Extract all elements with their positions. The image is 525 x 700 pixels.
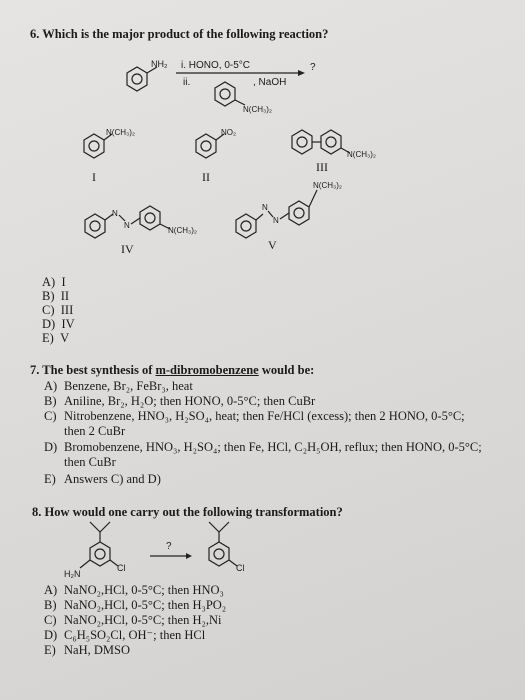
svg-text:N(CH₃)₂: N(CH₃)₂	[347, 150, 377, 159]
svg-text:N: N	[262, 203, 268, 212]
structure-V	[236, 181, 342, 238]
q8-option-d[interactable]: D) C₆H₅SO₂Cl, OH⁻; then HCl	[44, 628, 206, 642]
q7-option-d[interactable]: D) Bromobenzene, HNO₃, H₂SO₄; then Fe, HCl, C₂H₅OH, reflux; then HONO, 0-5°C;	[44, 440, 482, 454]
svg-text:N(CH₃)₂: N(CH₃)₂	[243, 105, 273, 114]
q8-arrow	[150, 541, 192, 559]
label-II: II	[202, 170, 210, 184]
q7-option-b[interactable]: B) Aniline, Br₂, H₂O; then HONO, 0-5°C; then CuBr	[44, 394, 316, 408]
q7-option-a[interactable]: A) Benzene, Br₂, FeBr₃, heat	[44, 379, 193, 393]
structure-IV	[85, 206, 197, 238]
naoh-label: , NaOH	[253, 77, 287, 88]
structure-I	[84, 128, 135, 158]
q6-option-a[interactable]: A) I	[42, 275, 66, 289]
arrow-question-mark: ?	[310, 62, 316, 73]
reaction-arrow	[176, 60, 316, 88]
q6-option-c[interactable]: C) III	[42, 303, 74, 317]
q8-option-e[interactable]: E) NaH, DMSO	[44, 643, 130, 657]
q6-option-e[interactable]: E) V	[42, 331, 70, 345]
q7-option-e[interactable]: E) Answers C) and D)	[44, 472, 161, 486]
q8-reactant	[64, 522, 126, 579]
structure-III	[292, 130, 376, 159]
step1-conditions: i. HONO, 0-5°C	[181, 60, 251, 71]
q6-option-d[interactable]: D) IV	[42, 317, 75, 331]
aniline-reactant	[127, 59, 168, 91]
svg-text:N(CH₃)₂: N(CH₃)₂	[313, 181, 343, 190]
q6-title: 6. Which is the major product of the following reaction?	[30, 27, 329, 41]
q7-option-c[interactable]: C) Nitrobenzene, HNO₃, H₂SO₄, heat; then Fe/HCl (excess); then 2 HONO, 0-5°C;	[44, 409, 465, 423]
q6-option-b[interactable]: B) II	[42, 289, 70, 303]
q8-option-c[interactable]: C) NaNO₂,HCl, 0-5°C; then H₂,Ni	[44, 613, 222, 627]
structure-II	[196, 128, 236, 158]
label-III: III	[316, 160, 328, 174]
svg-text:Cl: Cl	[117, 563, 126, 573]
svg-text:Cl: Cl	[236, 563, 245, 573]
label-I: I	[92, 170, 96, 184]
q7-title: 7. The best synthesis of m-dibromobenzene would be:	[30, 363, 315, 377]
svg-text:N(CH₃)₂: N(CH₃)₂	[106, 128, 136, 137]
svg-text:N: N	[112, 209, 118, 218]
label-V: V	[268, 238, 277, 252]
q8-option-a[interactable]: A) NaNO₂,HCl, 0-5°C; then HNO₃	[44, 583, 224, 597]
nh2-label: NH₂	[151, 59, 168, 69]
q7-option-c-cont: then 2 CuBr	[64, 424, 126, 438]
label-IV: IV	[121, 242, 134, 256]
svg-text:N(CH₃)₂: N(CH₃)₂	[168, 226, 198, 235]
q8-option-b[interactable]: B) NaNO₂,HCl, 0-5°C; then H₃PO₂	[44, 598, 227, 612]
svg-text:N: N	[124, 221, 130, 230]
svg-text:?: ?	[166, 541, 172, 552]
q8-title: 8. How would one carry out the following transformation?	[32, 505, 343, 519]
svg-text:H₂N: H₂N	[64, 569, 81, 579]
q8-product	[209, 522, 245, 573]
svg-text:N: N	[273, 216, 279, 225]
q7-option-d-cont: then CuBr	[64, 455, 116, 469]
q6-structures	[0, 40, 525, 340]
step2-label: ii.	[183, 77, 191, 88]
svg-text:NO₂: NO₂	[221, 128, 237, 137]
